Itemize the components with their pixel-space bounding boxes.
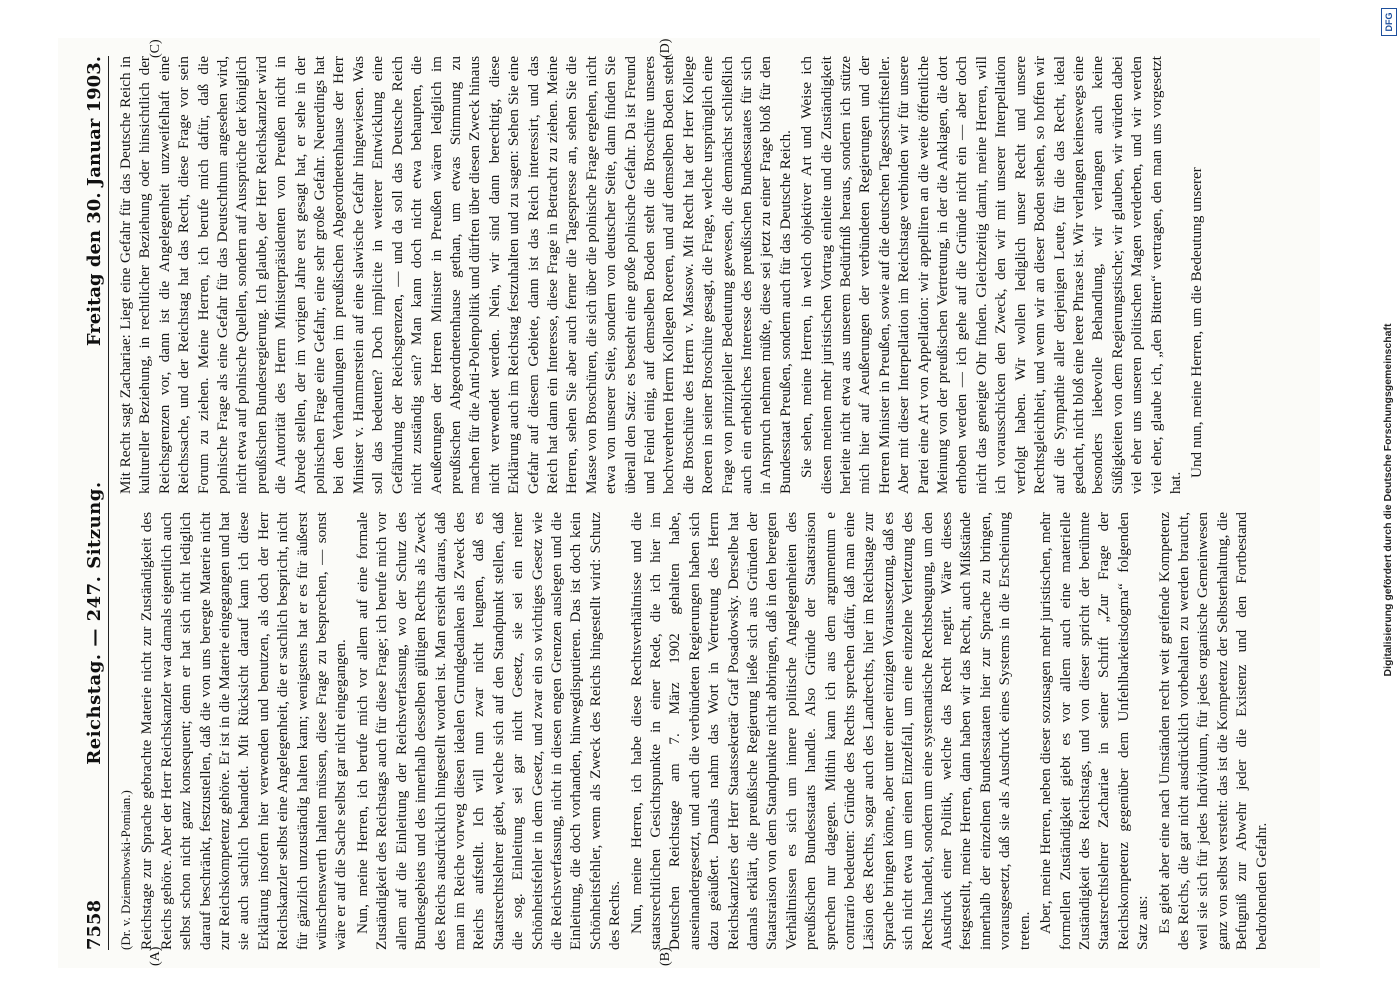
digitization-credit: Digitalisierung gefördert durch die Deutsche Forschungsgemeinschaft [1382,323,1394,677]
margin-marker-a: (A) [148,946,163,966]
paragraph: Und nun, meine Herren, um die Bedeutung unserer [1188,167,1206,478]
paragraph: Reichstage zur Sprache gebrachte Materie nicht zur Zuständigkeit des Reichs gehöre. Aber der Herr Reichskanzler war damals eigentlich auch selbst schon nicht ganz konsequent; denn er hat sich nicht lediglich darauf beschränkt, festzustellen, daß die von uns beregte Materie nicht zur Reichskompetenz gehöre. Er ist in die Materie eingegangen und hat sie auch sachlich behandelt. Mit Rücksicht darauf kann ich diese Erklärung insofern hier verwenden und benutzen, als doch der Herr Reichskanzler selbst eine Angelegenheit, die er sachlich bespricht, nicht für gänzlich unzuständig halten kann; wenigstens hat er es für äußerst wünschenswerth halten müssen, diese Frage zu besprechen, — sonst wäre er auf die Sache selbst gar nicht eingegangen. [138,512,350,950]
scanned-page [58,38,1320,968]
paragraph: Aber, meine Herren, neben dieser sozusagen mehr juristischen, mehr formellen Zuständigkeit giebt es vor allem auch eine materielle Zuständigkeit des Reichstags, und von dieser spricht der berühmte Staatsrechtslehrer Zachariae in seiner Schrift „Zur Frage der Reichskompetenz gegenüber dem Unfehlbarkeitsdogma“ folgenden Satz aus: [1037,512,1152,950]
paragraph: Nun, meine Herren, ich berufe mich vor allem auf eine formale Zuständigkeit des Reichstags auch für diese Frage; ich berufe mich vor allem auf die Einleitung der Reichsverfassung, wo der Schutz des Bundesgebiets und des innerhalb desselben gültigen Rechts als Zweck des Reichs ausdrücklich hingestellt worden ist. Man ersieht daraus, daß man im Reiche vorweg diesen idealen Grundgedanken als Zweck des Reichs aufstellt. Ich will nun zwar nicht leugnen, daß es Staatsrechtslehrer giebt, welche sich auf den Standpunkt stellen, daß die sog. Einleitung sei gar nicht Gesetz, sie sei ein reiner Schönheitsfehler in dem Gesetz, und zwar ein so wichtiges Gesetz wie die Reichsverfassung, nicht in diesen engen Grenzen auslegen und die Einleitung, die doch vorhanden, hinwegdisputieren. Das ist doch kein Schönheitsfehler, wenn als Zweck des Reichs hingestellt wird: Schutz des Rechts. [353,512,624,950]
paragraph: Mit Recht sagt Zachariae: Liegt eine Gefahr für das Deutsche Reich in kultureller Beziehung, in rechtlicher Beziehung oder hinsichtlich der Reichsgrenzen vor, dann ist die Angelegenheit unzweifelhaft eine Reichssache, und der Reichstag hat das Recht, diese Frage vor sein Forum zu ziehen. Meine Herren, ich berufe mich dafür, daß die polnische Frage als eine Gefahr für das Deutschthum angesehen wird, nicht etwa auf polnische Quellen, sondern auf Aussprüche der königlich preußischen Bundesregierung. Ich glaube, der Herr Reichskanzler wird die Autorität des Herrn Ministerpräsidenten von Preußen nicht in Abrede stellen, der im vorigen Jahre erst gesagt hat, er sehe in der polnischen Frage eine Gefahr, eine sehr große Gefahr. Neuerdings hat bei den Verhandlungen im preußischen Abgeordnetenhause der Herr Minister v. Hammerstein auf eine slawische Gefahr hingewiesen. Was soll das bedeuten? Doch implicite in weiterer Entwicklung eine Gefährdung der Reichsgrenzen, — und da soll das Deutsche Reich nicht zuständig sein? Man kann doch nicht etwa behaupten, die Aeußerungen der Herren Minister in Preußen wären lediglich im preußischen Abgeordnetenhause gethan, um etwas Stimmung zu machen für die Anti-Polenpolitik und dürften über diesen Zweck hinaus nicht verwendet werden. Nein, wir sind dann berechtigt, diese Erklärung auch im Reichstag festzuhalten und zu sagen: Sehen Sie eine Gefahr auf diesem Gebiete, dann ist das Reich interessirt, und das Reich hat dann ein Interesse, diese Frage in Betracht zu ziehen. Meine Herren, sehen Sie aber auch ferner die Tagespresse an, sehen Sie die Masse von Broschüren, die sich über die polnische Frage ergehen, nicht etwa von unserer Seite, sondern von deutscher Seite, dann finden Sie überall den Satz: es besteht eine große polnische Gefahr. Da ist Freund und Feind einig, auf demselben Boden steht die Broschüre unseres hochverehrten Herrn Kollegen Roeren, und auf demselben Boden steht die Broschüre des Herrn v. Massow. Mit Recht hat der Herr Kollege Roeren in seiner Broschüre gesagt, die Frage, welche ursprünglich eine Frage von prinzipieller Bedeutung gewesen, die demnächst schließlich auch ein erhebliches Interesse des preußischen Bundesstaates für sich in Anspruch nehmen müßte, diese sei jetzt zu einer Frage bloß für den Bundesstaat Preußen, sondern auch für das Deutsche Reich. [117,56,794,494]
page-number: 7558 [83,899,105,950]
margin-marker-d: (D) [658,38,673,58]
running-header [80,56,109,950]
dfg-watermark-strip [1379,0,1397,1000]
dfg-logo-text: DFG [1384,12,1394,32]
dfg-logo-icon [1381,8,1397,36]
quoted-paragraph: Es giebt aber eine nach Umständen recht weit greifende Kompetenz des Reichs, die gar nicht ausdrücklich vorbehalten zu werden braucht, weil sie sich für jedes Individuum, für jedes organische Gemeinwesen ganz von selbst versteht: das ist die Kompetenz der Selbsterhaltung, die Befugniß zur Abwehr jeder die Existenz und den Fortbestand bedrohenden Gefahr. [1155,512,1270,950]
paragraph: Nun, meine Herren, ich habe diese Rechtsverhältnisse und die staatsrechtlichen Gesichtspunkte in einer Rede, die ich hier im Deutschen Reichstage am 7. März 1902 gehalten habe, auseinandergesetzt, und auch die verbündeten Regierungen haben sich dazu geäußert. Damals nahm das Wort in Vertretung des Herrn Reichskanzlers der Herr Staatssekretär Graf Posadowsky. Derselbe hat damals erklärt, die preußische Regierung ließe sich aus Gründen der Staatsraison von dem Standpunkte nicht abbringen, daß in den beregten Verhältnissen es sich um innere politische Angelegenheiten des preußischen Bundesstaats handle. Also Gründe der Staatsraison sprechen nur dagegen. Mithin kann ich aus dem argumentum e contrario bedeuten: Gründe des Rechts sprechen dafür, daß man eine Läsion des Rechts, sogar auch des Landrechts, hier im Reichstage zur Sprache bringen könne, aber unter einer einzigen Voraussetzung, daß es sich nicht etwa um einen Einzelfall, um eine einzelne Verletzung des Rechts handelt, sondern um eine systematische Rechtsbeugung, um den Ausdruck einer Politik, welche das Recht negirt. Wäre dieses festgestellt, meine Herren, dann haben wir das Recht, auch Mißstände innerhalb der einzelnen Bundesstaaten hier zur Sprache zu bringen, vorausgesetzt, daß sie als Ausdruck eines Systems in die Erscheinung treten. [627,512,1033,950]
margin-marker-c: (C) [148,39,163,58]
rotated-page-content [58,38,1320,968]
speaker-tag: (Dr. v. Dziembowski-Pomian.) [118,790,133,950]
margin-marker-b: (B) [658,947,673,966]
session-date: Freitag den 30. Januar 1903. [83,56,105,347]
session-title: Reichstag. — 247. Sitzung. [83,481,105,765]
paragraph: Sie sehen, meine Herren, in welch objektiver Art und Weise ich diesen meinen mehr juristischen Vortrag einleite und die Zuständigkeit herleite nicht etwa aus unserem Bedürfniß heraus, sondern ich stütze mich hier auf Aeußerungen der verbündeten Regierungen und der Herren Minister in Preußen, sowie auf die deutschen Tagesschriftsteller. Aber mit dieser Interpellation im Reichstage verbinden wir für unsere Partei eine Art von Appellation: wir appelliren an die weite öffentliche Meinung von der preußischen Vertretung, in der die Anklagen, die dort erhoben werden — ich gehe auf die Gründe nicht ein — aber doch nicht das geneigte Ohr finden. Gleichzeitig damit, meine Herren, will ich vorausschicken den Zweck, den wir mit unserer Interpellation verfolgt haben. Wir wollen lediglich unser Recht und unsere Rechtsgleichheit, und wenn wir an dieser Boden stehen, so hoffen wir auf die Sympathie aller derjenigen Leute, für die das Recht, ideal gedacht, nicht bloß eine leere Phrase ist. Wir verlangen keineswegs eine besonders liebevolle Behandlung, wir verlangen auch keine Süßigkeiten von dem Regierungstische; wir glauben, wir würden dabei viel eher uns unseren politischen Magen verderben, und wir werden viel eher, glaube ich, „den Bittern“ vertragen, den man uns vorgesetzt hat. [798,56,1184,494]
left-text-column [116,512,1296,950]
right-text-column [116,56,1296,494]
